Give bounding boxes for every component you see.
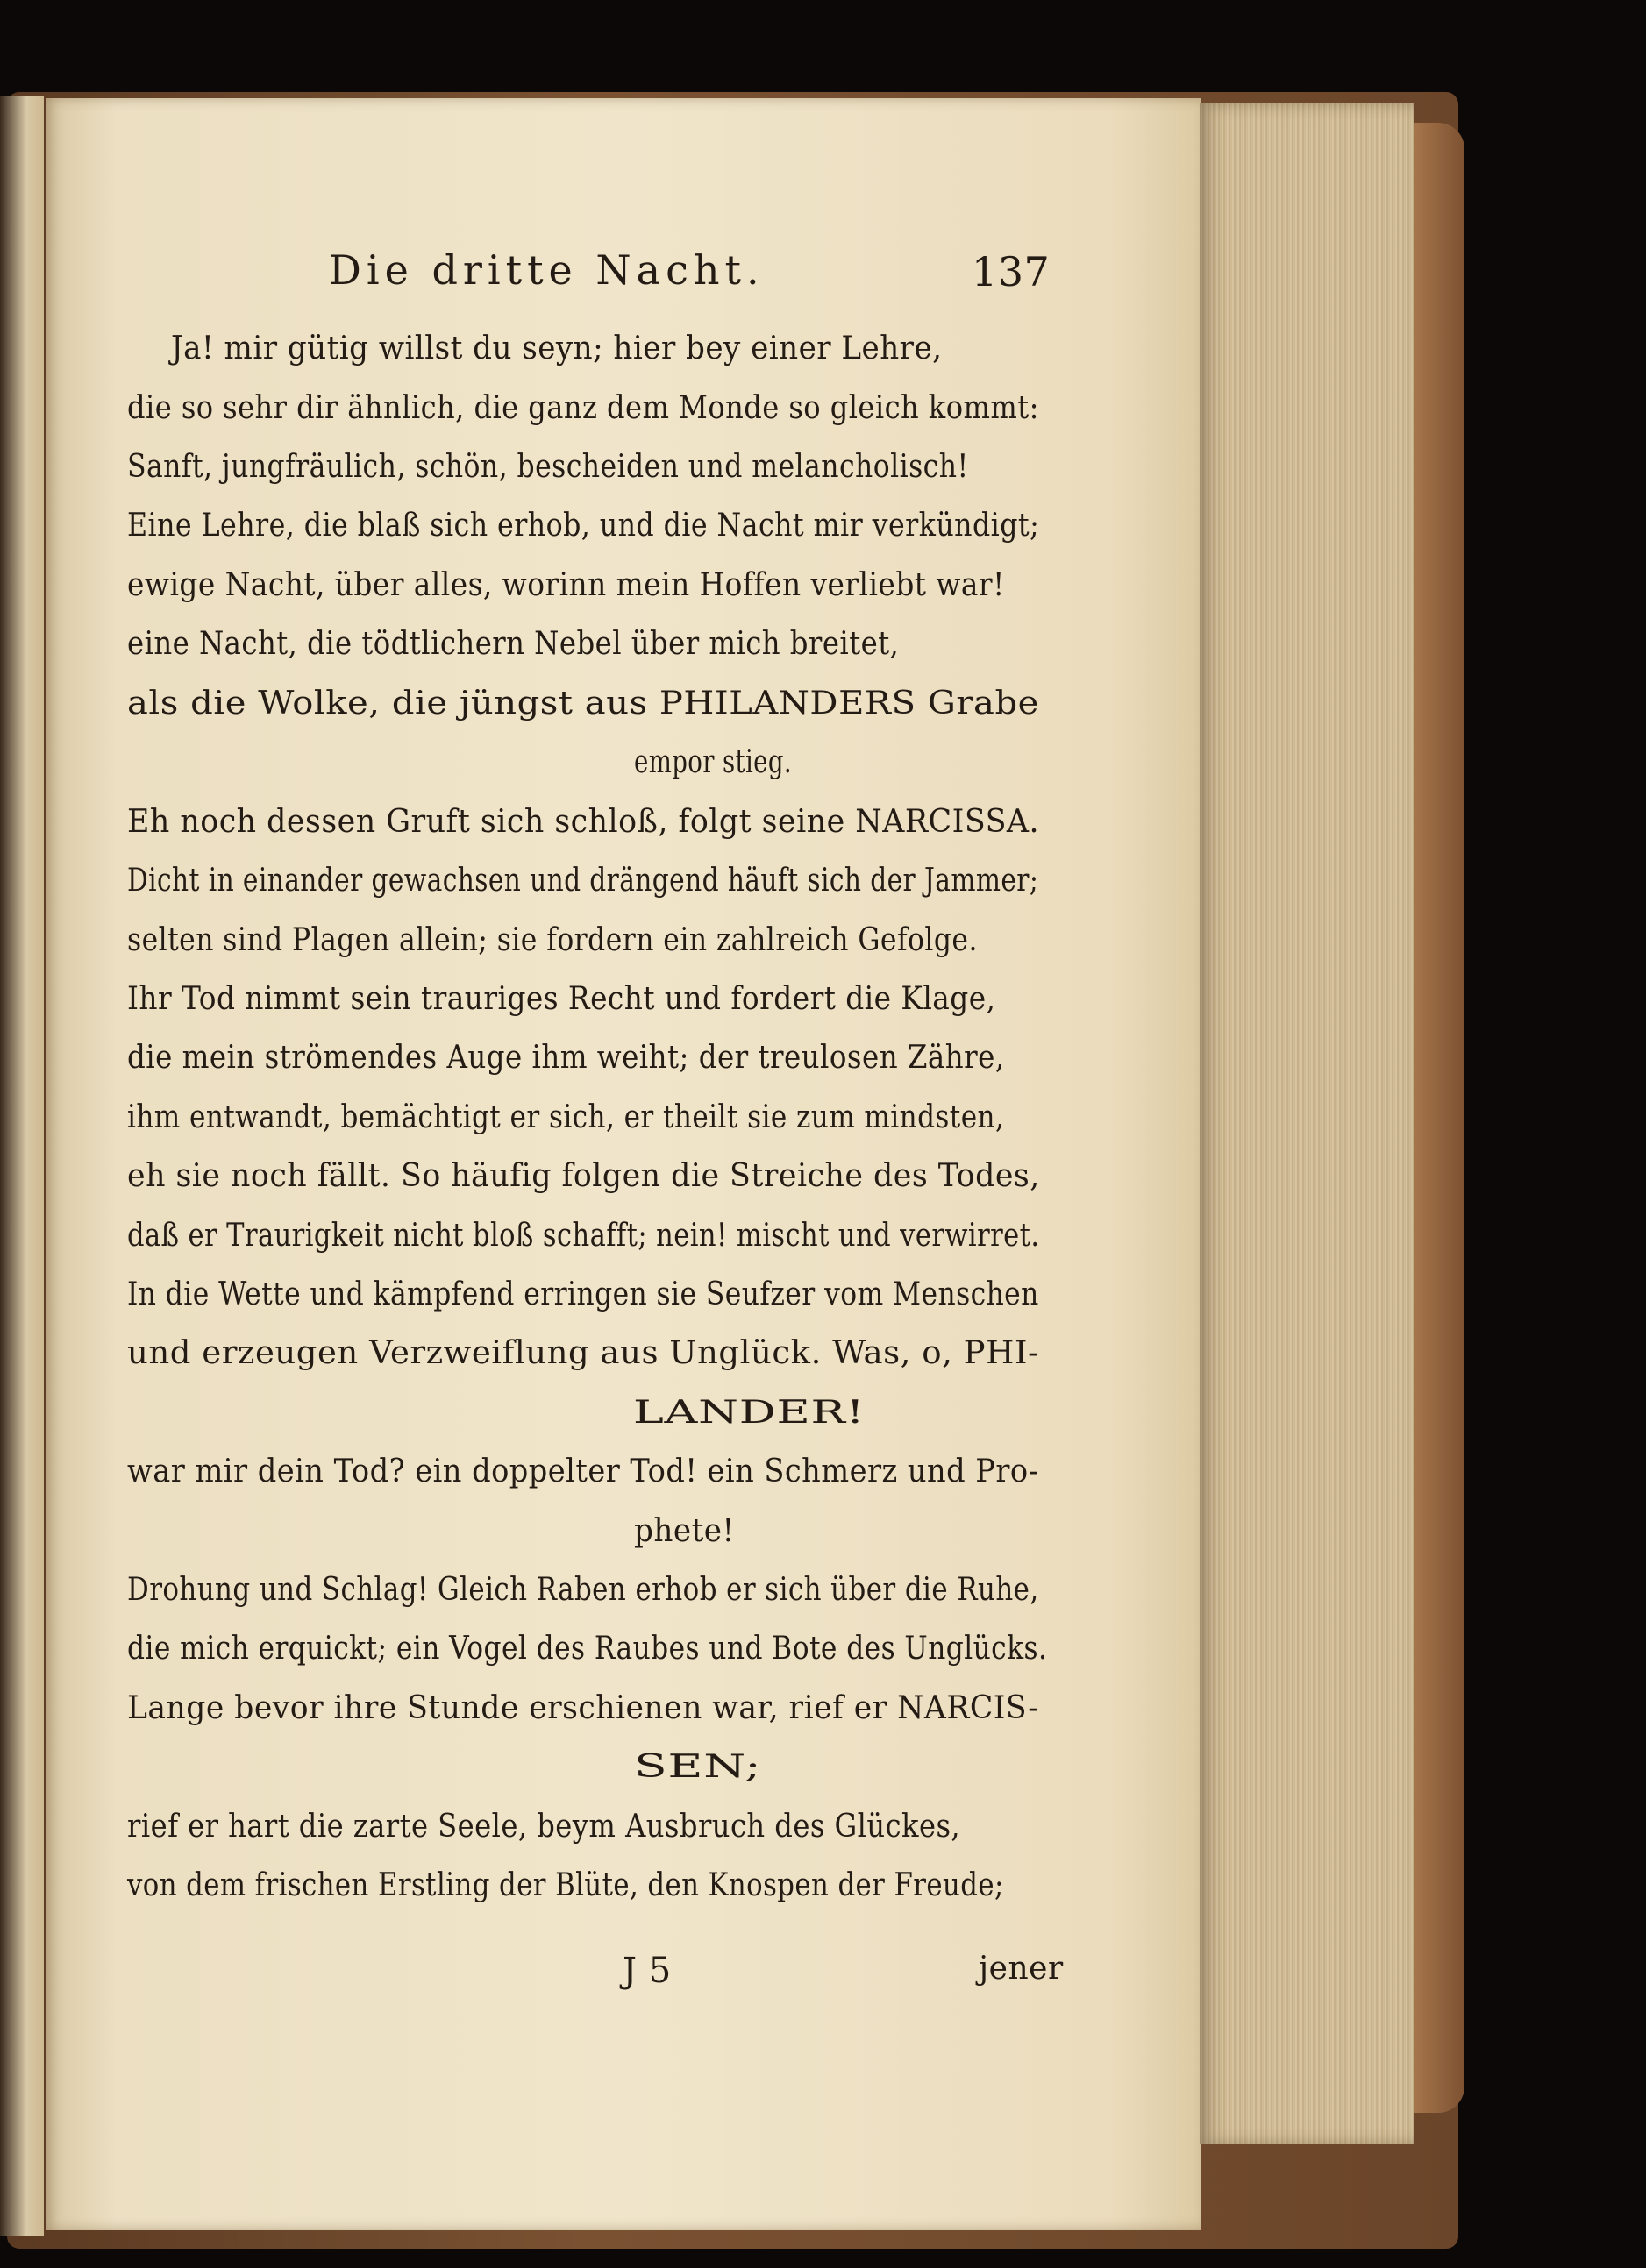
text-line: die mich erquickt; ein Vogel des Raubes und Bote des Unglücks. <box>127 1631 1048 1667</box>
text-line: ewige Nacht, über alles, worinn mein Hoffen verliebt war! <box>127 567 1005 603</box>
text-line: rief er hart die zarte Seele, beym Ausbruch des Glückes, <box>127 1809 961 1845</box>
text-line: selten sind Plagen allein; sie fordern ein zahlreich Gefolge. <box>127 922 978 958</box>
text-line: Dicht in einander gewachsen und drängend häuft sich der Jammer; <box>127 863 1039 899</box>
text-line: war mir dein Tod? ein doppelter Tod! ein Schmerz und Pro- <box>127 1454 1039 1489</box>
text-line: LANDER! <box>633 1395 866 1431</box>
running-head: Die dritte Nacht. <box>329 246 765 294</box>
text-line: Ihr Tod nimmt sein trauriges Recht und fordert die Klage, <box>127 981 996 1017</box>
text-line: von dem frischen Erstling der Blüte, den Knospen der Freude; <box>127 1867 1004 1903</box>
text-line: die so sehr dir ähnlich, die ganz dem Monde so gleich kommt: <box>127 390 1039 426</box>
text-line: Lange bevor ihre Stunde erschienen war, rief er NARCIS- <box>127 1690 1039 1726</box>
text-line: Ja! mir gütig willst du seyn; hier bey einer Lehre, <box>171 331 943 366</box>
text-line: In die Wette und kämpfend erringen sie Seufzer vom Menschen <box>127 1276 1039 1312</box>
facing-page-edge <box>0 96 44 2236</box>
text-line: als die Wolke, die jüngst aus PHILANDERS Grabe <box>127 686 1039 722</box>
catchword: jener <box>979 1951 1064 1987</box>
text-line: daß er Traurigkeit nicht bloß schafft; nein! mischt und verwirret. <box>127 1218 1040 1254</box>
text-line: phete! <box>634 1513 735 1549</box>
text-line: ihm entwandt, bemächtigt er sich, er theilt sie zum mindsten, <box>127 1099 1005 1135</box>
text-line: empor stieg. <box>634 744 793 780</box>
text-line: und erzeugen Verzweiflung aus Unglück. Was, o, PHI- <box>127 1335 1040 1371</box>
page-number: 137 <box>972 248 1051 295</box>
text-line: Eine Lehre, die blaß sich erhob, und die Nacht mir verkündigt; <box>127 508 1040 544</box>
text-line: Eh noch dessen Gruft sich schloß, folgt seine NARCISSA. <box>127 804 1040 840</box>
text-line: die mein strömendes Auge ihm weiht; der treulosen Zähre, <box>127 1040 1005 1076</box>
signature-mark: J 5 <box>623 1951 672 1991</box>
page-block-edges <box>1200 103 1414 2144</box>
text-line: eine Nacht, die tödtlichern Nebel über mich breitet, <box>127 626 900 662</box>
text-line: SEN; <box>634 1749 762 1785</box>
text-line: Sanft, jungfräulich, schön, bescheiden und melancholisch! <box>127 449 969 485</box>
text-line: Drohung und Schlag! Gleich Raben erhob er sich über die Ruhe, <box>127 1572 1039 1608</box>
text-line: eh sie noch fällt. So häufig folgen die Streiche des Todes, <box>127 1158 1040 1194</box>
